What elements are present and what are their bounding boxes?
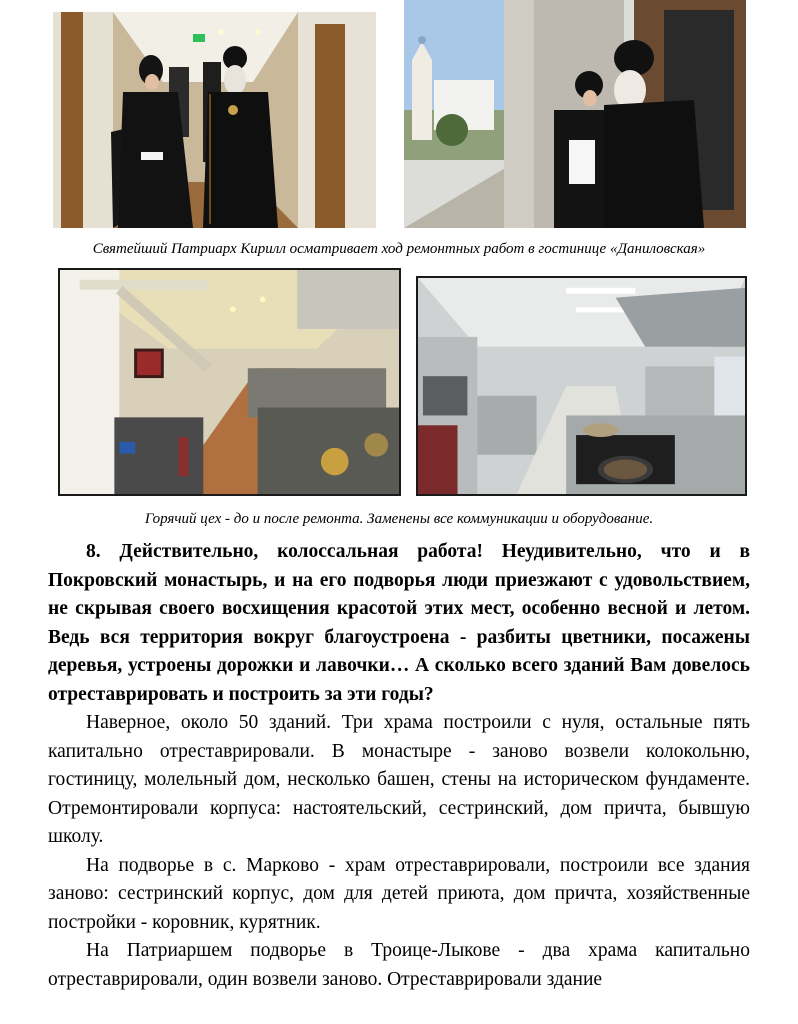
photo-kitchen-before	[58, 268, 401, 496]
article-text	[48, 538, 750, 994]
answer-paragraph-3: На Патриаршем подворье в Троице-Лыкове - два храма капитально отреставрировали, один возвели заново. Отреставрировали здание	[48, 940, 750, 990]
answer-paragraph-1: Наверное, около 50 зданий. Три храма построили с нуля, остальные пять капитально отреставрировали. В монастыре - заново возвели колокольню, гостиницу, молельный дом, несколько башен, стены на историческом фундаменте. Отремонтировали корпуса: настоятельский, сестринский, дом причта, бывшую школу.	[48, 712, 750, 847]
question-paragraph: 8. Действительно, колоссальная работа! Неудивительно, что и в Покровский монастырь, и на его подворья люди приезжают с удовольствием, не скрывая своего восхищения красотой этих мест, особенно весной и летом. Ведь вся территория вокруг благоустроена - разбиты цветники, посажены деревья, устроены дорожки и лавочки… А сколько всего зданий Вам довелось отреставрировать и построить за эти годы?	[48, 541, 750, 705]
photo-balcony	[404, 0, 746, 228]
caption-top: Святейший Патриарх Кирилл осматривает ход ремонтных работ в гостинице «Даниловская»	[92, 241, 706, 257]
photo-corridor	[53, 12, 376, 228]
caption-middle: Горячий цех - до и после ремонта. Заменены все коммуникации и оборудование.	[144, 511, 654, 527]
answer-paragraph-2: На подворье в с. Марково - храм отреставрировали, построили все здания заново: сестринский корпус, дом для детей приюта, дом причта, хозяйственные постройки - коровник, курятник.	[48, 854, 750, 933]
photo-kitchen-after	[416, 276, 747, 496]
